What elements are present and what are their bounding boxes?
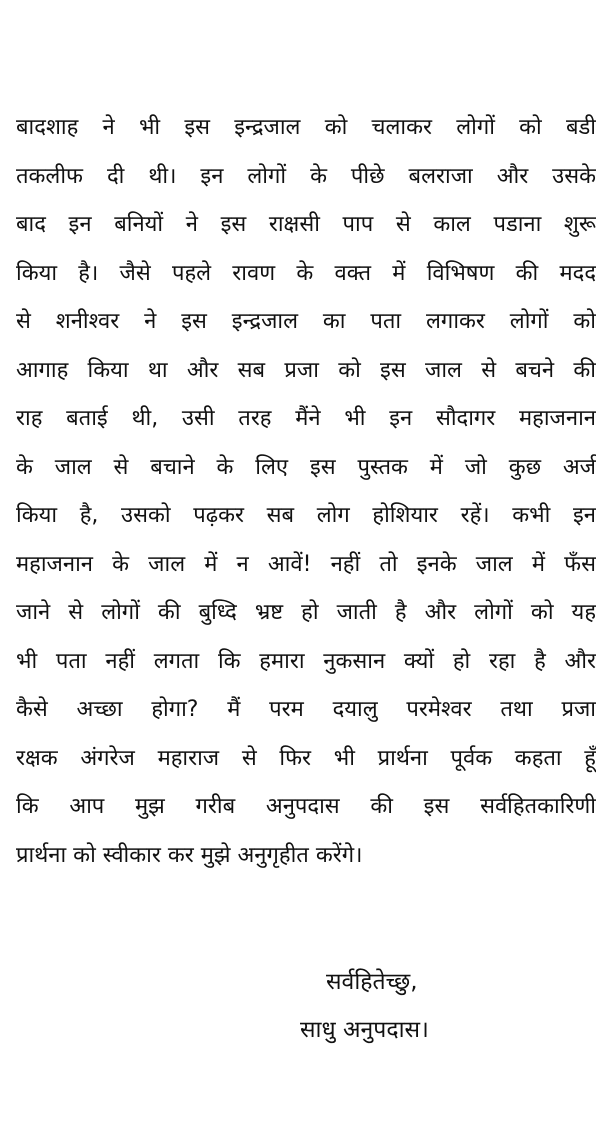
text-line: आगाह किया था और सब प्रजा को इस जाल से बचने की — [16, 357, 596, 383]
signature-name: साधु अनुपदास। — [300, 1017, 429, 1043]
text-line: के जाल से बचाने के लिए इस पुस्तक में जो कुछ अर्ज — [16, 454, 596, 480]
text-line: बाद इन बनियों ने इस राक्षसी पाप से काल पडाना शुरू — [16, 212, 596, 237]
letter-body — [16, 104, 596, 880]
text-line: बादशाह ने भी इस इन्द्रजाल को चलाकर लोगों को बडी — [16, 115, 596, 140]
text-line: किया है, उसको पढ़कर सब लोग होशियार रहें। कभी इन — [16, 503, 596, 528]
text-line: जाने से लोगों की बुध्दि भ्रष्ट हो जाती है और लोगों को यह — [16, 600, 596, 625]
text-line: प्रार्थना को स्वीकार कर मुझे अनुगृहीत करेंगे। — [16, 842, 363, 868]
text-line: किया है। जैसे पहले रावण के वक्त में विभिषण की मदद — [16, 260, 596, 286]
text-line: तकलीफ दी थी। इन लोगों के पीछे बलराजा और उसके — [16, 163, 596, 189]
text-line: कि आप मुझ गरीब अनुपदास की इस सर्वहितकारिणी — [16, 794, 596, 819]
text-line: से शनीश्वर ने इस इन्द्रजाल का पता लगाकर लोगों को — [16, 309, 596, 334]
signature-closing: सर्वहितेच्छु, — [326, 969, 418, 995]
text-line: कैसे अच्छा होगा? मैं परम दयालु परमेश्वर तथा प्रजा — [16, 697, 596, 722]
text-line: भी पता नहीं लगता कि हमारा नुकसान क्यों हो रहा है और — [16, 648, 596, 674]
signature-block — [300, 958, 580, 1054]
text-line: महाजनान के जाल में न आवें! नहीं तो इनके जाल में फँस — [16, 551, 596, 577]
text-line: रक्षक अंगरेज महाराज से फिर भी प्रार्थना पूर्वक कहता हूँ — [16, 745, 596, 771]
text-line: राह बताई थी, उसी तरह मैंने भी इन सौदागर महाजनान — [16, 406, 596, 431]
